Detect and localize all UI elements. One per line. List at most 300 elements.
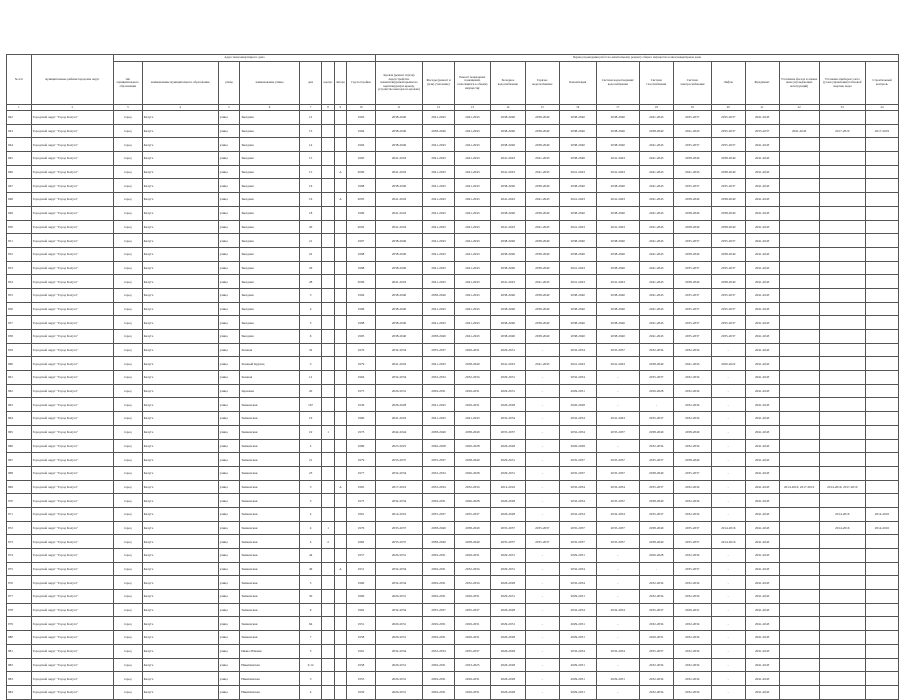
table-cell bbox=[819, 247, 865, 261]
table-row bbox=[7, 644, 899, 658]
table-cell: 975 bbox=[7, 562, 32, 576]
table-cell: 2038-2040 bbox=[454, 425, 490, 439]
table-cell: 2038-2040 bbox=[423, 521, 455, 535]
table-cell bbox=[779, 617, 819, 631]
table-cell bbox=[322, 330, 334, 344]
table-cell: 2038-2040 bbox=[559, 316, 596, 330]
table-cell: 1961 bbox=[347, 644, 376, 658]
table-cell: 16 bbox=[299, 179, 322, 193]
table-cell: 19 bbox=[299, 412, 322, 426]
table-cell: 2041-2043 bbox=[745, 535, 779, 549]
table-cell: улица bbox=[218, 466, 240, 480]
table-cell: 2041-2043 bbox=[559, 261, 596, 275]
table-cell: 2041-2043 bbox=[423, 261, 455, 275]
table-cell: улица bbox=[218, 165, 240, 179]
table-cell: 2026-2028 bbox=[454, 439, 490, 453]
table-cell: 2041-2043 bbox=[454, 275, 490, 289]
table-cell bbox=[865, 480, 898, 494]
table-cell bbox=[322, 247, 334, 261]
table-cell: 959 bbox=[7, 343, 32, 357]
table-cell: Городской округ "Город Калуга" bbox=[31, 111, 113, 125]
table-cell: - bbox=[525, 617, 559, 631]
table-cell bbox=[865, 576, 898, 590]
table-cell: 2029-2031 bbox=[375, 617, 422, 631]
table-cell: 1973 bbox=[347, 425, 376, 439]
table-row bbox=[7, 685, 899, 699]
table-cell: - bbox=[525, 425, 559, 439]
table-cell: 2041-2043 bbox=[375, 412, 422, 426]
table-cell: 2041-2043 bbox=[745, 494, 779, 508]
table-cell: 2038-2040 bbox=[525, 247, 559, 261]
table-cell: 2029-2031 bbox=[596, 672, 639, 686]
table-cell: 2038-2040 bbox=[639, 535, 673, 549]
table-cell: город bbox=[113, 562, 142, 576]
table-cell: 2038-2040 bbox=[596, 316, 639, 330]
table-row bbox=[7, 658, 899, 672]
table-cell: 2041-2043 bbox=[490, 165, 525, 179]
table-cell: Знаменская bbox=[240, 466, 300, 480]
table-cell: 2041-2043 bbox=[375, 275, 422, 289]
table-cell: 2032-2034 bbox=[673, 384, 711, 398]
table-cell: 1976 bbox=[347, 521, 376, 535]
table-cell: - bbox=[525, 603, 559, 617]
table-cell: Звездная bbox=[240, 193, 300, 207]
table-cell: 2035-2037 bbox=[711, 179, 745, 193]
table-cell: 2041-2043 bbox=[639, 234, 673, 248]
table-cell: 2038-2040 bbox=[490, 124, 525, 138]
table-cell: город bbox=[113, 343, 142, 357]
table-cell: улица bbox=[218, 124, 240, 138]
table-cell: 2035-2037 bbox=[673, 316, 711, 330]
table-cell: 966 bbox=[7, 439, 32, 453]
table-cell bbox=[322, 343, 334, 357]
table-row bbox=[7, 631, 899, 645]
table-cell: - bbox=[711, 398, 745, 412]
table-cell: Ивано-Южная bbox=[240, 644, 300, 658]
table-cell bbox=[865, 644, 898, 658]
table-cell: 2026-2028 bbox=[490, 398, 525, 412]
table-cell: Калуга bbox=[142, 288, 218, 302]
table-cell: Калуга bbox=[142, 261, 218, 275]
table-cell: улица bbox=[218, 316, 240, 330]
table-cell: 2035-2037 bbox=[423, 343, 455, 357]
table-cell: Калуга bbox=[142, 658, 218, 672]
table-cell: 2041-2043 bbox=[454, 193, 490, 207]
table-cell: 2032-2034 bbox=[559, 576, 596, 590]
table-cell bbox=[779, 357, 819, 371]
table-cell: 44 bbox=[299, 549, 322, 563]
table-cell: 1970 bbox=[347, 343, 376, 357]
table-cell: 2035-2037 bbox=[639, 480, 673, 494]
table-row bbox=[7, 261, 899, 275]
table-cell: Звездная bbox=[240, 165, 300, 179]
table-cell: 23 bbox=[299, 466, 322, 480]
table-cell: Калуга bbox=[142, 603, 218, 617]
table-cell bbox=[819, 603, 865, 617]
table-cell bbox=[779, 343, 819, 357]
table-cell: улица bbox=[218, 617, 240, 631]
table-cell: 2041-2043 bbox=[673, 165, 711, 179]
col-header-elevators: Лифты bbox=[711, 62, 745, 105]
table-cell: 2029-2031 bbox=[375, 685, 422, 699]
table-cell: Городской округ "Город Калуга" bbox=[31, 138, 113, 152]
table-cell: Городской округ "Город Калуга" bbox=[31, 371, 113, 385]
table-row bbox=[7, 603, 899, 617]
table-cell: А bbox=[334, 480, 346, 494]
table-cell: 2035-2037 bbox=[639, 412, 673, 426]
table-cell: 2041-2043 bbox=[423, 412, 455, 426]
table-cell: город bbox=[113, 357, 142, 371]
table-cell: Зерновая bbox=[240, 384, 300, 398]
table-cell: 2029-2031 bbox=[490, 590, 525, 604]
table-cell: 2032-2034 bbox=[559, 644, 596, 658]
table-cell: Знаменская bbox=[240, 521, 300, 535]
table-row bbox=[7, 179, 899, 193]
column-number: 5 bbox=[218, 105, 240, 111]
column-number: 3 bbox=[113, 105, 142, 111]
table-cell: Знаменская bbox=[240, 453, 300, 467]
table-cell: Звездная bbox=[240, 234, 300, 248]
repair-schedule-table bbox=[6, 54, 899, 700]
table-cell bbox=[334, 220, 346, 234]
table-cell bbox=[865, 398, 898, 412]
table-cell: Городской округ "Город Калуга" bbox=[31, 603, 113, 617]
table-cell: улица bbox=[218, 398, 240, 412]
table-cell: - bbox=[711, 466, 745, 480]
table-cell: 1979 bbox=[347, 357, 376, 371]
table-cell: 2038-2040 bbox=[596, 302, 639, 316]
table-cell: 2041-2043 bbox=[454, 124, 490, 138]
table-cell: - bbox=[711, 343, 745, 357]
table-cell bbox=[779, 576, 819, 590]
table-cell: 2029-2031 bbox=[673, 603, 711, 617]
table-cell: 2014-2016 bbox=[490, 480, 525, 494]
table-cell: Городской округ "Город Калуга" bbox=[31, 206, 113, 220]
table-cell: 2038-2040 bbox=[559, 179, 596, 193]
table-cell: улица bbox=[218, 206, 240, 220]
table-cell: 2029-2031 bbox=[559, 549, 596, 563]
table-cell: 2032-2034 bbox=[375, 644, 422, 658]
table-cell bbox=[779, 152, 819, 166]
table-cell: 2032-2034 bbox=[454, 576, 490, 590]
column-number: 14 bbox=[490, 105, 525, 111]
table-cell bbox=[334, 138, 346, 152]
table-cell: 2029-2031 bbox=[454, 617, 490, 631]
table-cell: 2041-2043 bbox=[745, 330, 779, 344]
table-cell: 167 bbox=[299, 398, 322, 412]
table-cell: 2038-2040 bbox=[673, 193, 711, 207]
table-cell bbox=[865, 631, 898, 645]
table-cell: 6 bbox=[299, 330, 322, 344]
table-cell: 2038-2040 bbox=[525, 261, 559, 275]
table-cell: город bbox=[113, 302, 142, 316]
table-cell: 2041-2043 bbox=[745, 275, 779, 289]
table-row bbox=[7, 398, 899, 412]
table-cell: 2 bbox=[299, 439, 322, 453]
table-cell: город bbox=[113, 261, 142, 275]
column-number: 10 bbox=[347, 105, 376, 111]
table-cell: 2041-2043 bbox=[745, 357, 779, 371]
table-cell: Городской округ "Город Калуга" bbox=[31, 220, 113, 234]
table-cell: 2032-2034 bbox=[673, 412, 711, 426]
table-cell: 2041-2043 bbox=[639, 316, 673, 330]
table-cell: 978 bbox=[7, 603, 32, 617]
table-cell: город bbox=[113, 617, 142, 631]
table-row bbox=[7, 288, 899, 302]
table-cell: 2041-2043 bbox=[745, 234, 779, 248]
table-cell: улица bbox=[218, 357, 240, 371]
table-cell: 2041-2043 bbox=[454, 111, 490, 125]
table-cell: 2038-2040 bbox=[454, 535, 490, 549]
table-cell: 2041-2043 bbox=[596, 275, 639, 289]
table-cell bbox=[865, 590, 898, 604]
column-number: 18 bbox=[639, 105, 673, 111]
table-cell bbox=[334, 658, 346, 672]
table-cell: 2029-2031 bbox=[423, 590, 455, 604]
table-cell bbox=[865, 535, 898, 549]
table-cell: 1995 bbox=[347, 330, 376, 344]
table-cell: 2041-2043 bbox=[559, 193, 596, 207]
table-cell: 2038-2040 bbox=[375, 138, 422, 152]
table-cell: 2029-2031 bbox=[423, 617, 455, 631]
col-header-street-type: улица bbox=[218, 62, 240, 105]
table-cell: 2026-2028 bbox=[490, 644, 525, 658]
table-cell: 984 bbox=[7, 685, 32, 699]
table-cell: 2038-2040 bbox=[596, 234, 639, 248]
table-cell: 2041-2043 bbox=[454, 316, 490, 330]
table-cell: 4 bbox=[299, 302, 322, 316]
table-cell: 2026-2028 bbox=[490, 603, 525, 617]
table-cell: 2038-2040 bbox=[596, 330, 639, 344]
table-cell: - bbox=[639, 562, 673, 576]
table-cell: 2038-2040 bbox=[711, 165, 745, 179]
table-cell: 15 bbox=[299, 152, 322, 166]
table-cell: 958 bbox=[7, 330, 32, 344]
table-cell: 2035-2037 bbox=[673, 234, 711, 248]
table-cell: 2035-2037 bbox=[375, 521, 422, 535]
table-cell: 952 bbox=[7, 247, 32, 261]
table-cell: 2035-2037 bbox=[423, 507, 455, 521]
table-cell: Городской округ "Город Калуга" bbox=[31, 124, 113, 138]
table-cell: улица bbox=[218, 179, 240, 193]
table-row bbox=[7, 507, 899, 521]
table-cell bbox=[322, 507, 334, 521]
table-cell: 2014-2016 bbox=[711, 521, 745, 535]
column-number: 19 bbox=[673, 105, 711, 111]
table-cell: 2029-2031 bbox=[423, 658, 455, 672]
table-cell bbox=[322, 549, 334, 563]
table-cell: 2041-2043 bbox=[423, 193, 455, 207]
table-cell: 2035-2037 bbox=[454, 603, 490, 617]
table-cell bbox=[334, 453, 346, 467]
table-cell: 2029-2031 bbox=[454, 384, 490, 398]
table-cell: улица bbox=[218, 480, 240, 494]
table-cell: 2038-2040 bbox=[490, 330, 525, 344]
table-cell: 4 bbox=[299, 685, 322, 699]
capital-repair-schedule-sheet bbox=[6, 54, 899, 695]
table-cell bbox=[819, 152, 865, 166]
table-cell: 2041-2043 bbox=[745, 425, 779, 439]
table-cell: 2029-2031 bbox=[423, 562, 455, 576]
table-cell: 2032-2034 bbox=[639, 617, 673, 631]
table-cell: 2041-2043 bbox=[423, 398, 455, 412]
table-cell: 2038-2040 bbox=[559, 288, 596, 302]
table-row bbox=[7, 590, 899, 604]
col-header-letter: литера bbox=[334, 62, 346, 105]
table-cell bbox=[865, 357, 898, 371]
table-cell: - bbox=[525, 590, 559, 604]
table-cell: 2041-2043 bbox=[596, 165, 639, 179]
table-cell: 2038-2040 bbox=[559, 138, 596, 152]
table-cell: 950 bbox=[7, 220, 32, 234]
table-row bbox=[7, 562, 899, 576]
col-header-sewerage: Канализация bbox=[559, 62, 596, 105]
table-cell: 2038-2040 bbox=[639, 466, 673, 480]
table-cell: 2032-2034 bbox=[559, 343, 596, 357]
table-cell: Городской округ "Город Калуга" bbox=[31, 507, 113, 521]
table-cell bbox=[334, 371, 346, 385]
table-cell: 2041-2043 bbox=[639, 179, 673, 193]
table-cell: - bbox=[525, 494, 559, 508]
table-cell bbox=[865, 439, 898, 453]
table-cell: 1998 bbox=[347, 316, 376, 330]
table-row bbox=[7, 412, 899, 426]
table-cell: 2029-2031 bbox=[454, 590, 490, 604]
table-cell: - bbox=[525, 672, 559, 686]
table-cell: Калуга bbox=[142, 357, 218, 371]
table-cell: - bbox=[711, 617, 745, 631]
table-cell bbox=[322, 111, 334, 125]
table-cell bbox=[334, 357, 346, 371]
column-number: 12 bbox=[423, 105, 455, 111]
table-cell: 944 bbox=[7, 138, 32, 152]
table-cell: улица bbox=[218, 631, 240, 645]
table-cell: 2032-2034 bbox=[375, 371, 422, 385]
table-cell: 2032-2034 bbox=[673, 480, 711, 494]
table-cell bbox=[779, 398, 819, 412]
table-cell: 2032-2034 bbox=[596, 507, 639, 521]
table-cell: Городской округ "Город Калуга" bbox=[31, 644, 113, 658]
table-cell: - bbox=[525, 576, 559, 590]
column-number: 11 bbox=[375, 105, 422, 111]
table-cell: 2041-2043 bbox=[454, 288, 490, 302]
table-cell: А bbox=[334, 165, 346, 179]
table-cell: Городской округ "Город Калуга" bbox=[31, 576, 113, 590]
table-row bbox=[7, 247, 899, 261]
table-cell: Городской округ "Город Калуга" bbox=[31, 261, 113, 275]
table-cell bbox=[334, 316, 346, 330]
table-cell: 2038-2040 bbox=[673, 152, 711, 166]
table-cell: 1994 bbox=[347, 288, 376, 302]
table-cell bbox=[865, 111, 898, 125]
table-cell: Знаменская bbox=[240, 603, 300, 617]
table-cell: Городской округ "Город Калуга" bbox=[31, 152, 113, 166]
table-cell bbox=[322, 617, 334, 631]
table-cell bbox=[334, 535, 346, 549]
table-cell bbox=[819, 357, 865, 371]
table-cell bbox=[865, 330, 898, 344]
table-cell: Калуга bbox=[142, 398, 218, 412]
table-cell: А bbox=[334, 562, 346, 576]
table-cell: 19 bbox=[299, 425, 322, 439]
table-cell: 2029-2031 bbox=[454, 672, 490, 686]
col-header-cold-water: Холодное водоснабжение bbox=[490, 62, 525, 105]
table-cell: город bbox=[113, 384, 142, 398]
table-cell bbox=[334, 275, 346, 289]
table-row bbox=[7, 275, 899, 289]
table-cell: Калуга bbox=[142, 302, 218, 316]
table-cell: 2041-2043 bbox=[639, 275, 673, 289]
table-cell bbox=[779, 672, 819, 686]
table-cell: 6 bbox=[299, 603, 322, 617]
table-cell: 20 bbox=[299, 220, 322, 234]
repair-schedule-body bbox=[7, 111, 899, 700]
table-cell: 1959 bbox=[347, 685, 376, 699]
table-cell: - bbox=[639, 398, 673, 412]
table-cell: 1982 bbox=[347, 535, 376, 549]
table-cell: город bbox=[113, 603, 142, 617]
table-cell: - bbox=[596, 617, 639, 631]
table-cell bbox=[819, 275, 865, 289]
table-cell: 1998 bbox=[347, 261, 376, 275]
table-cell: 2029-2031 bbox=[559, 384, 596, 398]
table-cell: 983 bbox=[7, 672, 32, 686]
col-header-house: дом bbox=[299, 62, 322, 105]
table-cell: 2032-2034 bbox=[673, 371, 711, 385]
table-cell: Калуга bbox=[142, 439, 218, 453]
table-cell: 3 bbox=[299, 480, 322, 494]
table-cell: - bbox=[711, 494, 745, 508]
table-cell bbox=[819, 302, 865, 316]
table-cell: - bbox=[596, 631, 639, 645]
table-cell: 2041-2043 bbox=[423, 234, 455, 248]
table-cell: 2032-2034 bbox=[673, 439, 711, 453]
table-cell bbox=[334, 617, 346, 631]
table-cell bbox=[779, 234, 819, 248]
address-group-header: Адрес многоквартирного дома bbox=[113, 55, 375, 62]
table-cell: 2041-2043 bbox=[745, 261, 779, 275]
table-cell: 2035-2037 bbox=[711, 138, 745, 152]
table-cell: 2041-2043 bbox=[490, 152, 525, 166]
table-cell: 965 bbox=[7, 425, 32, 439]
table-row bbox=[7, 316, 899, 330]
table-cell: 2041-2043 bbox=[454, 138, 490, 152]
table-cell: 4 bbox=[299, 521, 322, 535]
table-cell: 2035-2037 bbox=[673, 535, 711, 549]
table-cell: 2032-2034 bbox=[423, 466, 455, 480]
table-cell: улица bbox=[218, 494, 240, 508]
table-cell: 2026-2028 bbox=[490, 658, 525, 672]
table-cell bbox=[322, 371, 334, 385]
table-cell: улица bbox=[218, 152, 240, 166]
table-cell: 2041-2043 bbox=[745, 521, 779, 535]
table-cell: 12 bbox=[299, 111, 322, 125]
table-cell bbox=[322, 206, 334, 220]
table-cell: 2041-2043 bbox=[745, 316, 779, 330]
table-cell: 2035-2037 bbox=[711, 288, 745, 302]
table-cell: 2029-2031 bbox=[454, 398, 490, 412]
table-cell bbox=[819, 466, 865, 480]
table-cell bbox=[865, 549, 898, 563]
table-cell: 2041-2043 bbox=[745, 576, 779, 590]
table-cell: 1958 bbox=[347, 631, 376, 645]
table-cell: город bbox=[113, 288, 142, 302]
table-cell bbox=[334, 343, 346, 357]
table-cell: 2020-2022 bbox=[711, 357, 745, 371]
table-cell: 2041-2043 bbox=[745, 453, 779, 467]
table-cell bbox=[322, 220, 334, 234]
col-header-municipality-name: наименование муниципального образования bbox=[142, 62, 218, 105]
